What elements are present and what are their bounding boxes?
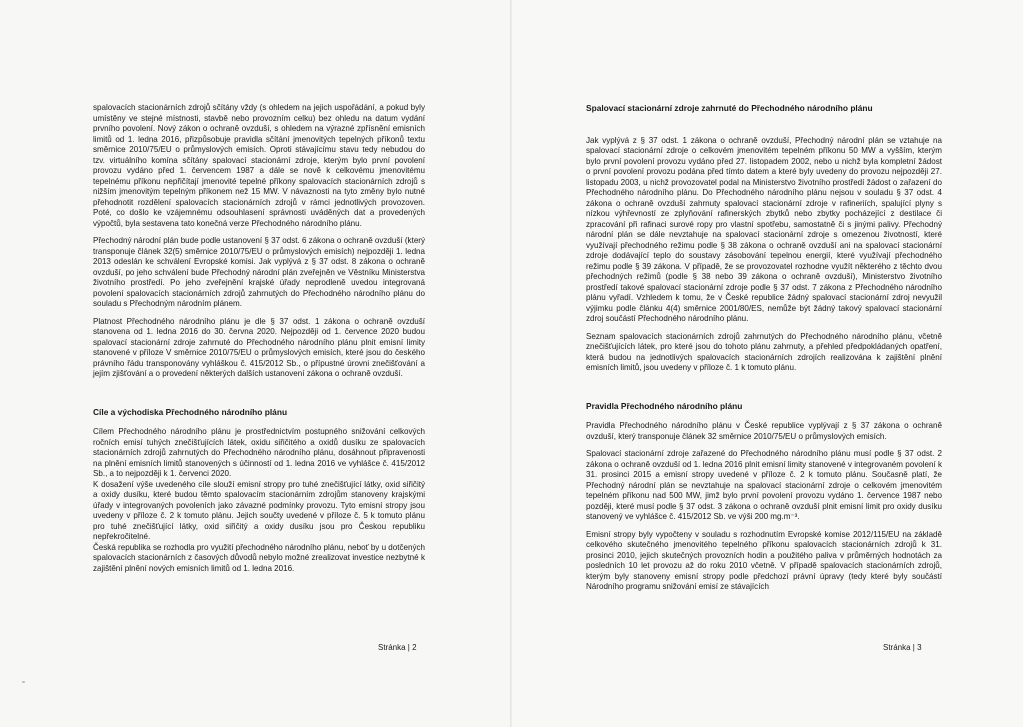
spacer xyxy=(586,381,942,401)
paragraph: Pravidla Přechodného národního plánu v České republice vyplývají z § 37 zákona o ochraně ovzduší, který transponuje článek 32 směrnice 2010/75/EU o průmyslových emisích. xyxy=(586,421,942,441)
spacer xyxy=(586,124,942,136)
page-number: Stránka | 3 xyxy=(883,643,922,652)
paragraph: Česká republika se rozhodla pro využití přechodného národního plánu, neboť by u dotčených spalovacích stacionárních z časových důvodů nebylo možné zrealizovat investice nezbytné k zajištění plnění nových emisních limitů od 1. ledna 2016. xyxy=(93,542,425,573)
page-3 xyxy=(512,0,1023,727)
paragraph: Jak vyplývá z § 37 odst. 1 zákona o ochraně ovzduší, Přechodný národní plán se vztahuje na spalovací stacionární zdroje o celkovém jmenovitém tepelném příkonu 50 MW a vyšším, kterým bylo první povolení provozu vydáno před 27. listopadem 2002, nebo u nichž byla kompletní žádost o první povolení provozu podána před tímto datem a které byly uvedeny do provozu nejpozději 27. listopadu 2003, u nichž provozovatel podal na Ministerstvo životního prostředí žádost o zařazení do Přechodného národního plánu. Do Přechodného národního plánu nejsou v souladu § 37 odst. 4 zákona o ochraně ovzduší zahrnuty spalovací stacionární zdroje v rafineriích, spalující plyny s nízkou výhřevností ze zplyňování rafinerských zbytků nebo zbytky pocházející z destilace či zpracování při rafinaci surové ropy pro vlastní spotřebu, samostatně či s jinými palivy. Přechodný národní plán se dále nevztahuje na spalovací stacionární zdroje s omezenou životností, které využívají přechodného režimu podle § 38 zákona o ochraně ovzduší ani na spalovací stacionární zdroje dodávající teplo do soustavy zásobování tepelnou energií, které využívají přechodného režimu podle § 39 zákona. V případě, že se provozovatel rozhodne využít některého z těchto dvou přechodných režimů (podle § 38 nebo 39 zákona o ochraně ovzduší), Ministerstvo životního prostředí takové spalovací stacionární zdroje podle § 37 odst. 7 zákona z Přechodného národního plánu vyřadí. Vzhledem k tomu, že v České republice žádný spalovací stacionární zdroj nevyužil výjimku podle článku 4(4) směrnice 2001/80/ES, nemůže být žádný takový spalovací stacionární zdroj součástí Přechodného národního plánu. xyxy=(586,135,942,323)
section-heading: Pravidla Přechodného národního plánu xyxy=(586,400,743,411)
paragraph: Spalovací stacionární zdroje zařazené do Přechodného národního plánu musí podle § 37 odst. 2 zákona o ochraně ovzduší od 1. ledna 2016 plnit emisní limity stanovené v integrovaném povolení k 31. prosinci 2015 a emisní stropy uvedené v příloze č. 2 k tomuto plánu. Současně platí, že Přechodný národní plán se nevztahuje na spalovací stacionární zdroje o celkovém jmenovitém tepelném příkonu nad 500 MW, jimž bylo první povolení provozu vydáno 1. července 1987 nebo později, které musí podle § 37 odst. 3 zákona o ochraně ovzduší plnit emisní limit pro oxidy dusíku stanovený ve vyhlášce č. 415/2012 Sb. ve výši 200 mg.m⁻³. xyxy=(586,449,942,521)
paragraph: K dosažení výše uvedeného cíle slouží emisní stropy pro tuhé znečišťující látky, oxid siřičitý a oxidy dusíku, které budou těmto spalovacím stacionárním zdrojům stanoveny krajskými úřady v integrovaných povoleních jako závazné podmínky provozu. Tyto emisní stropy jsou uvedeny v příloze č. 2 k tomuto plánu. Jejich součty uvedené v příloze č. 5 k tomuto plánu pro tuhé znečišťující látky, oxid siřičitý a oxidy dusíku jsou pro Českou republiku nepřekročitelné. xyxy=(93,479,425,541)
paragraph: spalovacích stacionárních zdrojů sčítány vždy (s ohledem na jejich uspořádání, a pokud byly umístěny ve stejné místnosti, stavbě nebo provozním celku) bez ohledu na datum vydání prvního povolení. Nový zákon o ochraně ovzduší, s ohledem na výrazné zpřísnění emisních limitů od 1. ledna 2016, přizpůsobuje pravidla sčítání jmenovitých tepelných příkonů textu směrnice 2010/75/EU o průmyslových emisích. Oproti stávajícímu stavu tedy nebudou do tzv. virtuálního komína sčítány spalovací stacionární zdroje, kterým bylo první povolení provozu vydáno před 1. červencem 1987 a dále se nově k celkovému jmenovitému tepelnému příkonu nepřičítají jmenovité tepelné příkony spalovacích stacionárních zdrojů s nižším jmenovitým tepelným příkonem než 15 MW. V návaznosti na tyto změny bylo nutné přehodnotit rozdělení spalovacích stacionárních zdrojů v rámci jednotlivých provozoven. Poté, co došlo ke vzájemnému odsouhlasení správnosti uváděných dat a provedených výpočtů, byla sestavena tato konečná verze Přechodného národního plánu. xyxy=(93,103,425,228)
paragraph: Přechodný národní plán bude podle ustanovení § 37 odst. 6 zákona o ochraně ovzduší (který transponuje článek 32(5) směrnice 2010/75/EU o průmyslových emisích) nejpozději 1. ledna 2013 odeslán ke schválení Evropské komisi. Jak vyplývá z § 37 odst. 8 zákona o ochraně ovzduší, po jeho schválení bude Přechodný národní plán zveřejněn ve Věstníku Ministerstva životního prostředí. Po jeho zveřejnění krajské úřady neprodleně uvedou integrovaná povolení spalovacích stacionárních zdrojů zahrnutých do Přechodného národního plánu do souladu s Přechodným národním plánem. xyxy=(93,236,425,308)
scan-speck xyxy=(22,681,25,683)
section-heading: Cíle a východiska Přechodného národního plánu xyxy=(93,406,288,417)
paragraph: Platnost Přechodného národního plánu je dle § 37 odst. 1 zákona o ochraně ovzduší stanovena od 1. ledna 2016 do 30. června 2020. Nejpozději od 1. července 2020 budou spalovací stacionární zdroje zahrnuté do Přechodného národního plánu plnit emisní limity stanovené v příloze V směrnice 2010/75/EU o průmyslových emisích, které jsou do českého právního řádu transponovány vyhláškou č. 415/2012 Sb., o přípustné úrovni znečišťování a jejím zjišťování a o provedení některých dalších ustanovení zákona o ochraně ovzduší. xyxy=(93,316,425,378)
section-heading: Spalovací stacionární zdroje zahrnuté do Přechodného národního plánu xyxy=(586,103,873,113)
page-3-text-column xyxy=(586,103,942,600)
paragraph: Seznam spalovacích stacionárních zdrojů zahrnutých do Přechodného národního plánu, včetně znečišťujících látek, pro které jsou do tohoto plánu zahrnuty, a přehled předpokládaných opatření, která budou na jednotlivých spalovacích stacionárních zdrojích realizována k zajištění plnění emisních limitů, jsou uvedeny v příloze č. 1 k tomuto plánu. xyxy=(586,331,942,372)
page-2-text-column xyxy=(93,103,425,581)
spacer xyxy=(93,387,425,407)
paragraph: Cílem Přechodného národního plánu je prostřednictvím postupného snižování celkových ročních emisí tuhých znečišťujících látek, oxidu siřičitého a oxidů dusíku ze spalovacích stacionárních zdrojů zahrnutých do Přechodného národního plánu, dosáhnout připravenosti na plnění emisních limitů stanovených s účinností od 1. ledna 2016 ve vyhlášce č. 415/2012 Sb., a to nejpozději k 1. červenci 2020. xyxy=(93,427,425,478)
paragraph: Emisní stropy byly vypočteny v souladu s rozhodnutím Evropské komise 2012/115/EU na základě celkového skutečného jmenovitého tepelného příkonu spalovacích stacionárních zdrojů k 31. prosinci 2010, jejich skutečných provozních hodin a použitého paliva v průměrných hodnotách za posledních 10 let provozu až do roku 2010 včetně. V případě spalovacích stacionárních zdrojů, kterým byly stanoveny emisní stropy podle předchozí právní úpravy (tedy které byly součástí Národního programu snižování emisí ze stávajících xyxy=(586,529,942,591)
page-number: Stránka | 2 xyxy=(378,643,417,652)
page-2 xyxy=(0,0,511,727)
